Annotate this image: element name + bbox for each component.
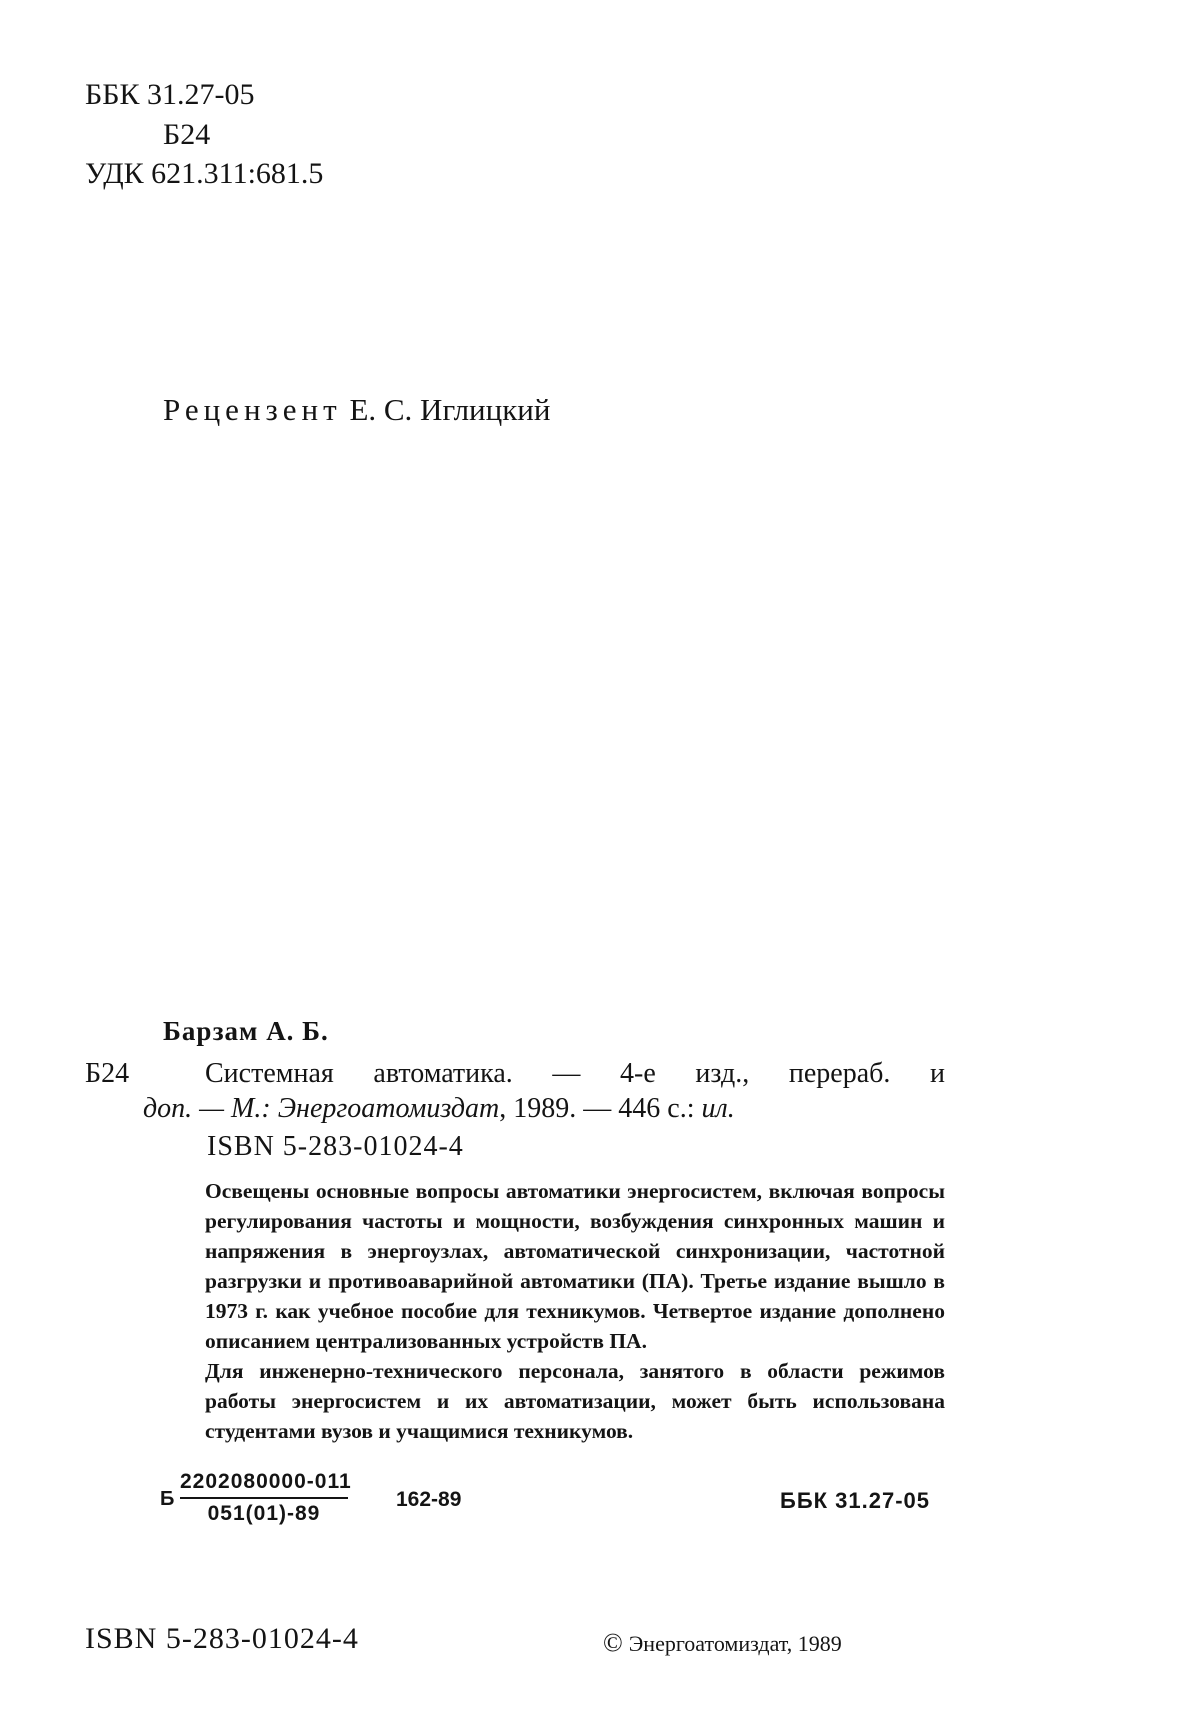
copyright-icon: © — [603, 1628, 623, 1657]
index-denominator: 051(01)-89 — [207, 1502, 321, 1525]
index-fraction-box — [180, 1470, 352, 1526]
card-pages: , 1989. — 446 с.: — [499, 1093, 702, 1124]
reviewer-line — [163, 392, 550, 428]
annotation-paragraph-2 — [205, 1356, 945, 1446]
annotation-paragraph-1: Освещены основные вопросы автоматики энергосистем, включая вопросы регулирования частоты и мощности, возбуждения синхронных машин и напряжения в энергоузлах, автоматической синхронизации, частотной разгрузки и противоаварийной автоматики (ПА). Третье издание вышло в 1973 г. как учебное пособие для техникумов. Четвертое издание дополнено описанием централизованных устройств ПА. — [205, 1179, 945, 1353]
card-author-mark: Б24 — [85, 1058, 130, 1089]
card-illustrations: ил. — [701, 1093, 735, 1124]
card-bbk-code: ББК 31.27-05 — [780, 1488, 931, 1513]
author-mark-code: Б24 — [163, 118, 211, 151]
reviewer-name: Е. С. Иглицкий — [349, 392, 551, 427]
annotation-paragraph-2-text: Для инженерно-технического персонала, занятого в области режимов работы энергосистем и их автоматизации, может быть использована студентами вузов и учащимися техникумов. — [205, 1359, 945, 1443]
card-isbn: ISBN 5-283-01024-4 — [207, 1131, 464, 1162]
copyright-line — [603, 1628, 842, 1658]
card-publisher: Энергоатомиздат — [277, 1093, 500, 1124]
card-edition-note: доп. — М.: — [143, 1093, 278, 1124]
udk-code: УДК 621.311:681.5 — [85, 157, 324, 190]
annotation — [205, 1176, 945, 1446]
footer-isbn: ISBN 5-283-01024-4 — [85, 1622, 359, 1655]
reviewer-label: Рецензент — [163, 392, 342, 427]
index-letter: Б — [160, 1488, 175, 1510]
card-title-line-1: Системная автоматика. — 4-е изд., перераб. и — [205, 1058, 945, 1089]
bbk-code: ББК 31.27-05 — [85, 78, 255, 111]
card-title-line-2 — [143, 1093, 735, 1125]
card-author: Барзам А. Б. — [163, 1016, 329, 1046]
index-suffix: 162-89 — [396, 1488, 462, 1511]
index-numerator: 2202080000-011 — [180, 1470, 352, 1493]
copyright-text: Энергоатомиздат, 1989 — [628, 1631, 842, 1656]
